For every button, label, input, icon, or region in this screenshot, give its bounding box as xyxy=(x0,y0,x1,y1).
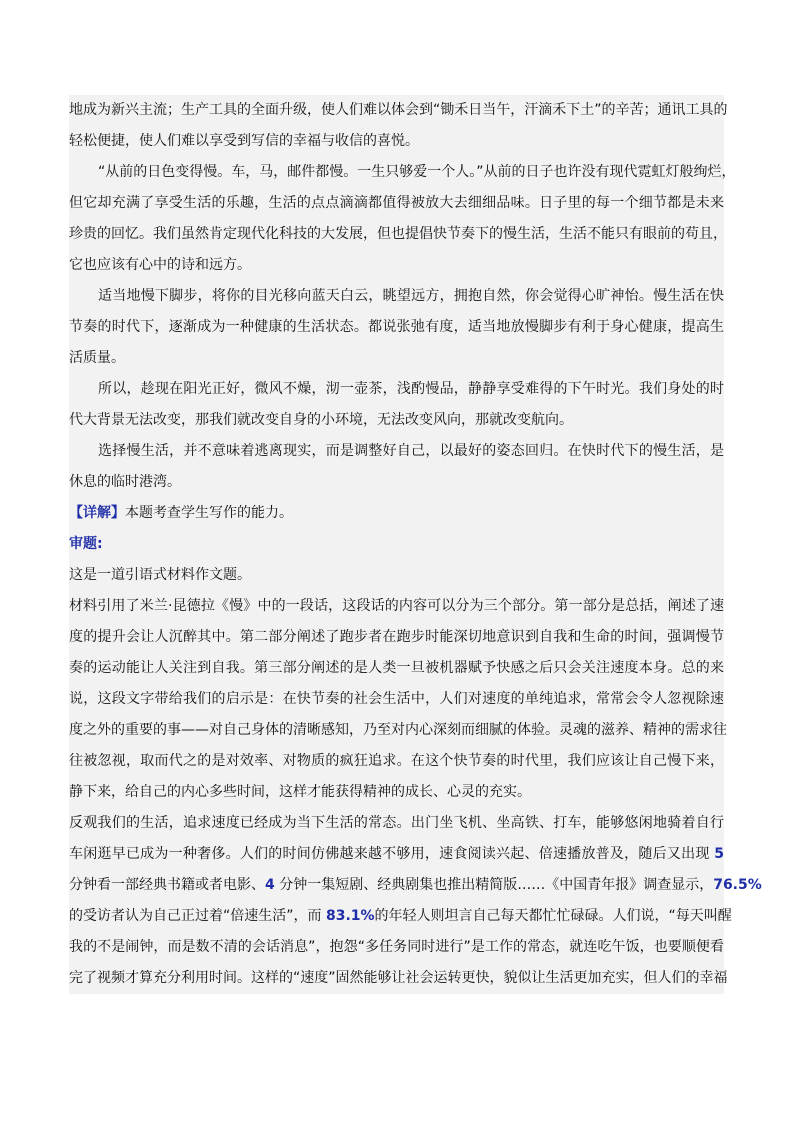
text-line: 往被忽视，取而代之的是对效率、对物质的疯狂追求。在这个快节奏的时代里，我们应该让自己慢下来， xyxy=(69,753,724,769)
detail-text: 本题考查学生写作的能力。 xyxy=(125,505,293,521)
text-line xyxy=(69,839,724,870)
highlight-number: 5 xyxy=(714,846,724,862)
review-heading xyxy=(69,529,724,560)
text-line: 奏的运动能让人关注到自我。第三部分阐述的是人类一旦被机器赋予快感之后只会关注速度本身。总的来 xyxy=(69,660,724,676)
text-line: 适当地慢下脚步，将你的目光移向蓝天白云，眺望远方，拥抱自然，你会觉得心旷神怡。慢生活在快 xyxy=(98,288,724,304)
text-line: 它也应该有心中的诗和远方。 xyxy=(69,257,251,273)
text-line: 度的提升会让人沉醉其中。第二部分阐述了跑步者在跑步时能深切地意识到自我和生命的时间，强调慢节 xyxy=(69,629,724,645)
text-segment: 的年轻人则坦言自己每天都忙忙碌碌。人们说，“每天叫醒 xyxy=(374,908,732,924)
text-line: 材料引用了米兰·昆德拉《慢》中的一段话，这段话的内容可以分为三个部分。第一部分是总括，阐述了速 xyxy=(69,598,724,614)
text-line: 轻松便捷，使人们难以享受到写信的幸福与收信的喜悦。 xyxy=(69,133,419,149)
text-line: 珍贵的回忆。我们虽然肯定现代化科技的大发展，但也提倡快节奏下的慢生活，生活不能只有眼前的苟且， xyxy=(69,226,727,242)
intro-line: 这是一道引语式材料作文题。 xyxy=(69,567,251,583)
text-line xyxy=(69,870,762,901)
text-segment: 分钟看一部经典书籍或者电影、 xyxy=(69,877,265,893)
text-line: 休息的临时港湾。 xyxy=(69,474,181,490)
text-line: 所以，趁现在阳光正好，微风不燥，沏一壶茶，浅酌慢品，静静享受难得的下午时光。我们身处的时 xyxy=(98,381,724,397)
text-line: 静下来，给自己的内心多些时间，这样才能获得精神的成长、心灵的充实。 xyxy=(69,784,531,800)
text-line: 完了视频才算充分利用时间。这样的“速度”固然能够让社会运转更快，貌似让生活更加充实，但人们的幸福 xyxy=(69,970,728,986)
text-line: 说，这段文字带给我们的启示是：在快节奏的社会生活中，人们对速度的单纯追求，常常会令人忽视除速 xyxy=(69,691,724,707)
text-line: 活质量。 xyxy=(69,350,125,366)
text-segment: 车闲逛早已成为一种奢侈。人们的时间仿佛越来越不够用，速食阅读兴起、倍速播放普及，随后又出现 xyxy=(69,846,715,862)
text-line: 但它却充满了享受生活的乐趣，生活的点点滴滴都值得被放大去细细品味。日子里的每一个细节都是未来 xyxy=(69,195,724,211)
text-line: 度之外的重要的事——对自己身体的清晰感知，乃至对内心深刻而细腻的体验。灵魂的滋养、精神的需求往 xyxy=(69,722,727,738)
detail-line xyxy=(69,498,724,529)
text-line: 我的不是闹钟，而是数不清的会话消息”，抱怨“多任务同时进行”是工作的常态，就连吃午饭，也要顺便看 xyxy=(69,939,724,955)
text-line: “从前的日色变得慢。车，马，邮件都慢。一生只够爱一个人。”从前的日子也许没有现代霓虹灯般绚烂， xyxy=(98,164,736,180)
text-line: 选择慢生活，并不意味着逃离现实，而是调整好自己，以最好的姿态回归。在快时代下的慢生活，是 xyxy=(98,443,724,459)
text-segment: 的受访者认为自己正过着“倍速生活”，而 xyxy=(69,908,326,924)
document-body xyxy=(69,95,762,994)
review-heading-label: 审题: xyxy=(69,536,103,552)
highlight-percent: 83.1% xyxy=(325,908,375,924)
highlight-percent: 76.5% xyxy=(713,877,762,893)
text-line: 地成为新兴主流；生产工具的全面升级，使人们难以体会到“锄禾日当午，汗滴禾下土”的辛苦；通讯工具的 xyxy=(69,102,728,118)
text-segment: 分钟一集短剧、经典剧集也推出精简版……《中国青年报》调查显示， xyxy=(274,877,714,893)
detail-tag: 【详解】 xyxy=(69,505,125,521)
text-line: 反观我们的生活，追求速度已经成为当下生活的常态。出门坐飞机、坐高铁、打车，能够悠闲地骑着自行 xyxy=(69,815,724,831)
text-line: 代大背景无法改变，那我们就改变自身的小环境，无法改变风向，那就改变航向。 xyxy=(69,412,573,428)
text-line xyxy=(69,901,732,932)
highlight-number: 4 xyxy=(265,877,275,893)
text-line: 节奏的时代下，逐渐成为一种健康的生活状态。都说张弛有度，适当地放慢脚步有利于身心健康，提高生 xyxy=(69,319,724,335)
